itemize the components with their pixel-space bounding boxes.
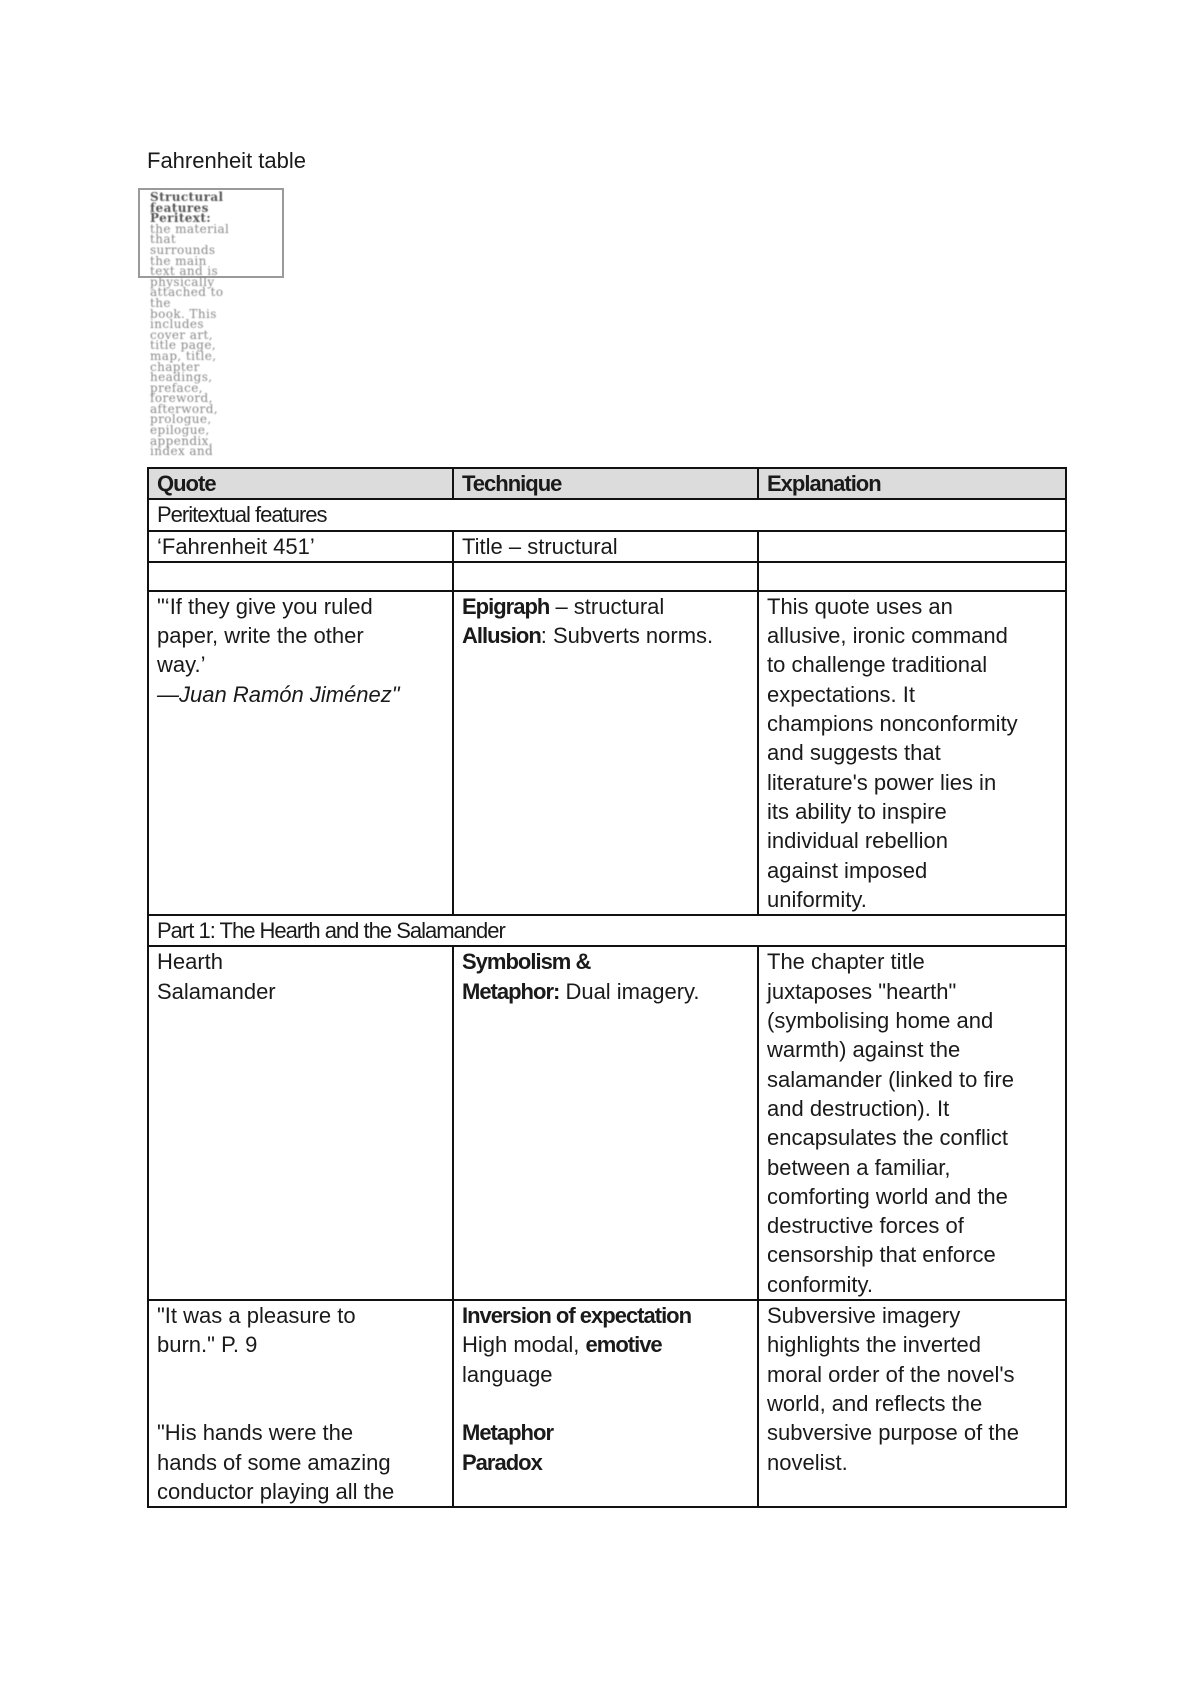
explanation-line: allusive, ironic command [767,623,1008,649]
table-row [148,946,1066,1300]
section-heading-part1: Part 1: The Hearth and the Salamander [148,915,1066,946]
quote-line: conductor playing all the [157,1478,395,1504]
explanation-line: literature's power lies in [767,769,997,795]
quote-cell [148,1300,453,1507]
explanation-line: subversive purpose of the [767,1420,1019,1446]
explanation-line: novelist. [767,1449,848,1475]
table-header-row [148,468,1066,499]
explanation-line: uniformity. [767,886,867,912]
explanation-line: expectations. It [767,681,915,707]
quote-line: "His hands were the [157,1420,354,1446]
technique-cell [453,946,758,1300]
explanation-line: and destruction). It [767,1095,950,1121]
quote-line: "‘If they give you ruled [157,593,373,619]
explanation-line: moral order of the novel's [767,1361,1015,1387]
technique-term: Symbolism & [462,949,591,975]
section-row-part1 [148,915,1066,946]
explanation-cell [758,946,1066,1300]
technique-term: Epigraph [462,593,550,619]
thumbnail-line: cover art, [150,327,213,342]
explanation-line: conformity. [767,1271,873,1297]
thumbnail-line: includes [150,317,204,332]
technique-term: Metaphor [462,1420,553,1446]
thumbnail-line: chapter [150,359,200,374]
technique-term: Inversion of expectation [462,1303,692,1329]
header-technique: Technique [453,468,758,499]
thumbnail-line: book. This [150,306,217,321]
thumbnail-line: preface, [150,380,203,395]
quote-line: Salamander [157,978,276,1004]
thumbnail-line: Structural [150,190,224,204]
explanation-line: comforting world and the [767,1183,1008,1209]
explanation-line: against imposed [767,857,928,883]
table-row [148,1300,1066,1507]
empty-cell [453,562,758,591]
explanation-line: warmth) against the [767,1037,961,1063]
thumbnail-line: title page, [150,338,217,353]
technique-cell [453,591,758,915]
explanation-line: This quote uses an [767,593,953,619]
blank-row [148,562,1066,591]
empty-cell [758,562,1066,591]
section-heading-peritextual: Peritextual features [148,499,1066,530]
peritext-thumbnail [138,188,286,459]
explanation-line: champions nonconformity [767,711,1018,737]
explanation-line: world, and reflects the [767,1390,983,1416]
header-quote: Quote [148,468,453,499]
technique-note: language [462,1361,553,1387]
thumbnail-line: surrounds [150,242,216,257]
quote-line: way.’ [157,652,206,678]
technique-term: emotive [585,1332,662,1358]
quote-line: paper, write the other [157,623,364,649]
quote-cell [148,946,453,1300]
explanation-line: encapsulates the conflict [767,1125,1008,1151]
thumbnail-line: attached to [150,285,224,300]
thumbnail-line: map, title, [150,348,217,363]
thumbnail-line: the material [150,221,230,236]
thumbnail-line: afterword, [150,401,218,416]
quote-line: Hearth [157,949,224,975]
technique-cell: Title – structural [453,531,758,562]
explanation-cell [758,1300,1066,1507]
document-title: Fahrenheit table [147,148,306,173]
explanation-line: juxtaposes "hearth" [767,978,957,1004]
technique-term: Allusion [462,623,541,649]
technique-term: Paradox [462,1449,542,1475]
explanation-line: The chapter title [767,949,925,975]
thumbnail-line: physically [150,274,215,289]
quote-cell: ‘Fahrenheit 451’ [148,531,453,562]
table-row [148,531,1066,562]
explanation-line: destructive forces of [767,1213,964,1239]
explanation-line: (symbolising home and [767,1008,994,1034]
technique-term: Metaphor: [462,978,560,1004]
quote-line: hands of some amazing [157,1449,391,1475]
empty-cell [148,562,453,591]
section-row-peritextual [148,499,1066,530]
explanation-line: highlights the inverted [767,1332,982,1358]
explanation-cell [758,531,1066,562]
technique-note: Dual imagery. [559,978,700,1004]
thumbnail-line: Peritext: [150,211,212,226]
explanation-line: salamander (linked to fire [767,1066,1015,1092]
explanation-cell [758,591,1066,915]
thumbnail-line: epilogue, [150,423,210,438]
thumbnail-line: appendix, [150,433,214,448]
technique-note: – structural [549,593,665,619]
thumbnail-line: features [150,200,209,215]
quote-line: "It was a pleasure to [157,1303,356,1329]
thumbnail-text [150,192,284,457]
quote-line: burn." P. 9 [157,1332,258,1358]
table-row [148,591,1066,915]
quote-cell [148,591,453,915]
explanation-line: and suggests that [767,740,941,766]
explanation-line: censorship that enforce [767,1242,996,1268]
thumbnail-line: index and [150,444,214,459]
quote-attribution: —Juan Ramón Jiménez" [157,681,400,707]
technique-note: High modal, [462,1332,586,1358]
thumbnail-line: text and is [150,264,219,279]
thumbnail-line: that [150,232,177,247]
thumbnail-line: the [150,295,171,310]
explanation-line: its ability to inspire [767,798,947,824]
technique-cell [453,1300,758,1507]
explanation-line: individual rebellion [767,828,949,854]
analysis-table [147,467,1067,1508]
thumbnail-line: the main [150,253,207,268]
explanation-line: between a familiar, [767,1154,951,1180]
header-explanation: Explanation [758,468,1066,499]
thumbnail-line: headings, [150,370,213,385]
explanation-line: Subversive imagery [767,1303,961,1329]
explanation-line: to challenge traditional [767,652,988,678]
thumbnail-line: prologue, [150,412,212,427]
thumbnail-line: foreword, [150,391,213,406]
technique-note: : Subverts norms. [540,623,714,649]
